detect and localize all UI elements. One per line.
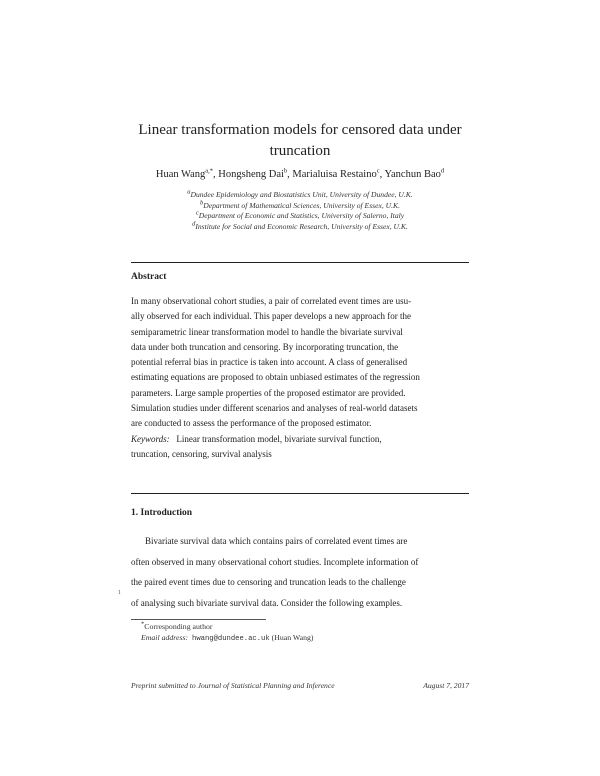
- affiliation: [100, 190, 500, 201]
- section-heading: 1. Introduction: [131, 508, 193, 518]
- keywords-text: Linear transformation model, bivariate survival function,: [176, 433, 382, 444]
- abstract-line: Simulation studies under different scenarios and analyses of real-world datasets: [131, 403, 418, 414]
- abstract-bottom-rule: [131, 493, 469, 494]
- affiliation-text: Dundee Epidemiology and Biostatistics Unit, University of Dundee, U.K.: [190, 190, 413, 199]
- abstract-line: potential referral bias in practice is taken into account. A class of generalised: [131, 357, 408, 368]
- paper-title: [120, 120, 480, 162]
- title-line-2: truncation: [269, 143, 331, 159]
- abstract-line: estimating equations are proposed to obtain unbiased estimates of the regression: [131, 372, 420, 383]
- author-name: Yanchun Bao: [384, 169, 441, 180]
- author-name: Huan Wang: [155, 169, 206, 180]
- preprint-footer: [131, 681, 469, 690]
- affiliation-mark: b: [199, 198, 204, 206]
- abstract-line: parameters. Large sample properties of the proposed estimator are provided.: [131, 387, 406, 398]
- preprint-date: August 7, 2017: [423, 681, 469, 690]
- author-marks: d: [440, 167, 445, 175]
- affiliation-text: Institute for Social and Economic Research, University of Essex, U.K.: [195, 221, 408, 231]
- footnote-corresponding: [131, 621, 469, 632]
- keywords-line: [131, 432, 469, 447]
- intro-line: Bivariate survival data which contains pairs of correlated event times are: [145, 536, 408, 546]
- author-list: Huan Wang$^{a,*}$, Hongsheng Dai$^b$, Marialuisa Restaino$^c$, Yanchun Bao$^d$: [155, 167, 445, 180]
- footnote-mark: *: [141, 620, 145, 628]
- author-name: Marialuisa Restaino: [292, 169, 377, 180]
- abstract-top-rule: [131, 262, 469, 263]
- intro-line: the paired event times due to censoring and truncation leads to the challenge: [131, 577, 406, 587]
- introduction-body: [131, 531, 469, 613]
- abstract-line: ally observed for each individual. This paper develops a new approach for the: [131, 311, 411, 322]
- abstract-line: semiparametric linear transformation model to handle the bivariate survival: [131, 326, 403, 337]
- email-label: Email address:: [141, 633, 189, 642]
- affiliation: [100, 219, 500, 233]
- title-line-1: Linear transformation models for censored data under: [138, 122, 462, 138]
- affiliation: [100, 198, 500, 212]
- author-marks: b: [283, 167, 288, 175]
- footnote-email: [131, 632, 469, 645]
- affiliation-mark: a: [187, 188, 191, 196]
- author-marks: c: [376, 167, 380, 175]
- footnote-corresponding-text: Corresponding author: [144, 622, 213, 631]
- abstract-line: are conducted to assess the performance of the proposed estimator.: [131, 418, 372, 429]
- keywords-label: Keywords:: [131, 433, 170, 444]
- abstract-body: [131, 294, 469, 462]
- affiliation-text: Department of Economic and Statistics, University of Salerno, Italy: [198, 211, 405, 220]
- intro-line: of analysing such bivariate survival data. Consider the following examples.: [131, 597, 403, 608]
- footnote-rule: [131, 619, 266, 620]
- abstract-line: data under both truncation and censoring. By incorporating truncation, the: [131, 341, 399, 352]
- affiliation: [100, 211, 500, 222]
- keywords-line-2: truncation, censoring, survival analysis: [131, 448, 272, 459]
- author-name: Hongsheng Dai: [218, 169, 284, 180]
- email-owner: (Huan Wang): [271, 633, 314, 642]
- author-marks: a,*: [205, 167, 214, 175]
- footnote: [131, 621, 469, 645]
- abstract-heading: Abstract: [131, 272, 167, 282]
- email-address[interactable]: hwang@dundee.ac.uk: [192, 635, 270, 643]
- abstract-line: In many observational cohort studies, a pair of correlated event times are usu-: [131, 296, 412, 306]
- affiliation-text: Department of Mathematical Sciences, University of Essex, U.K.: [203, 200, 400, 210]
- line-number: 1: [118, 590, 121, 596]
- preprint-note: Preprint submitted to Journal of Statistical Planning and Inference: [131, 681, 335, 690]
- affiliation-mark: c: [195, 209, 199, 217]
- affiliation-list: [100, 190, 500, 232]
- affiliation-mark: d: [192, 219, 196, 227]
- intro-line: often observed in many observational cohort studies. Incomplete information of: [131, 556, 419, 567]
